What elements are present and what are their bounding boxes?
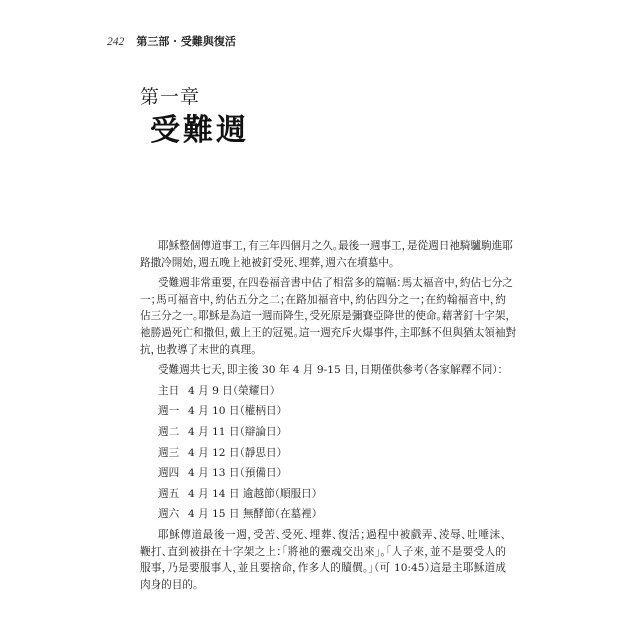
schedule-item: [140, 506, 506, 523]
schedule-day: 週一: [158, 405, 180, 418]
chapter-label: 第一章: [140, 86, 201, 108]
text-line: 受難週非常重要，在四卷福音書中佔了相當多的篇幅：馬太福音中，約佔七分之: [158, 277, 513, 290]
text-line: 一；馬可福音中，約佔五分之二；在路加福音中，約佔四分之一；在約翰福音中，約: [140, 293, 506, 306]
text-line: 耶穌整個傳道事工，有三年四個月之久。最後一週事工，是從週日祂騎驢駒進耶: [158, 240, 513, 252]
paragraph-4: [140, 527, 506, 593]
schedule-date: 4 月 12 日（靜思日）: [188, 446, 282, 459]
schedule-item: [140, 403, 506, 420]
text-line: 鞭打、直到被掛在十字架之上：「將祂的靈魂交出來」。「人子來，並不是要受人的: [140, 545, 506, 558]
text-line: 祂勝過死亡和撒但，戴上王的冠冕。這一週充斥火爆事件，主耶穌不但與猶太領袖對: [140, 326, 517, 339]
section-title: 第三部 · 受難與復活: [136, 35, 236, 48]
schedule-item: [140, 383, 506, 400]
schedule-item: [140, 486, 506, 503]
paragraph-2: [140, 275, 517, 358]
schedule-date: 4 月 11 日（辯論日）: [188, 425, 282, 438]
text-line: 耶穌傳道最後一週，受苦、受死、埋葬、復活；過程中被戲弄、淩辱、吐唾沫、: [158, 528, 506, 541]
text-line: 服事，乃是要服事人，並且要捨命，作多人的贖價。」（可 10:45）這是主耶穌道成: [140, 562, 506, 575]
schedule-day: 週六: [158, 508, 180, 521]
chapter-title: 受難週: [150, 113, 249, 148]
schedule-item: [140, 445, 506, 462]
text-line: 肉身的目的。: [140, 578, 199, 591]
schedule-day: 週三: [158, 446, 180, 459]
text-line: 佔三分之一。耶穌是為這一週而降生，受死原是彌賽亞降世的使命。藉著釘十字架，: [140, 310, 511, 323]
schedule-item: [140, 465, 506, 482]
schedule-date: 4 月 13 日（預備日）: [188, 467, 282, 480]
schedule-date: 4 月 9 日（榮耀日）: [188, 384, 276, 397]
text-line: 路撒冷開始，週五晚上祂被釘受死、埋葬，週六在墳墓中。: [140, 256, 395, 269]
paragraph-3: [140, 362, 506, 379]
schedule-day: 週二: [158, 425, 180, 438]
body-text: [140, 238, 517, 597]
schedule-day: 主日: [158, 384, 180, 397]
schedule-day: 週五: [158, 487, 180, 500]
schedule-item: [140, 424, 506, 441]
paragraph-1: [140, 238, 513, 271]
page-number: 242: [107, 36, 125, 48]
text-line: 受難週共七天，即主後 30 年 4 月 9-15 日，日期僅供參考（各家解釋不同）：: [158, 364, 503, 377]
schedule-day: 週四: [158, 467, 180, 480]
running-header: [107, 32, 236, 48]
schedule-date: 4 月 15 日 無酵節（在墓裡）: [188, 508, 318, 521]
schedule-date: 4 月 10 日（權柄日）: [188, 405, 282, 418]
schedule-date: 4 月 14 日 逾越節（順服日）: [188, 487, 318, 500]
text-line: 抗，也教導了末世的真理。: [140, 343, 257, 356]
